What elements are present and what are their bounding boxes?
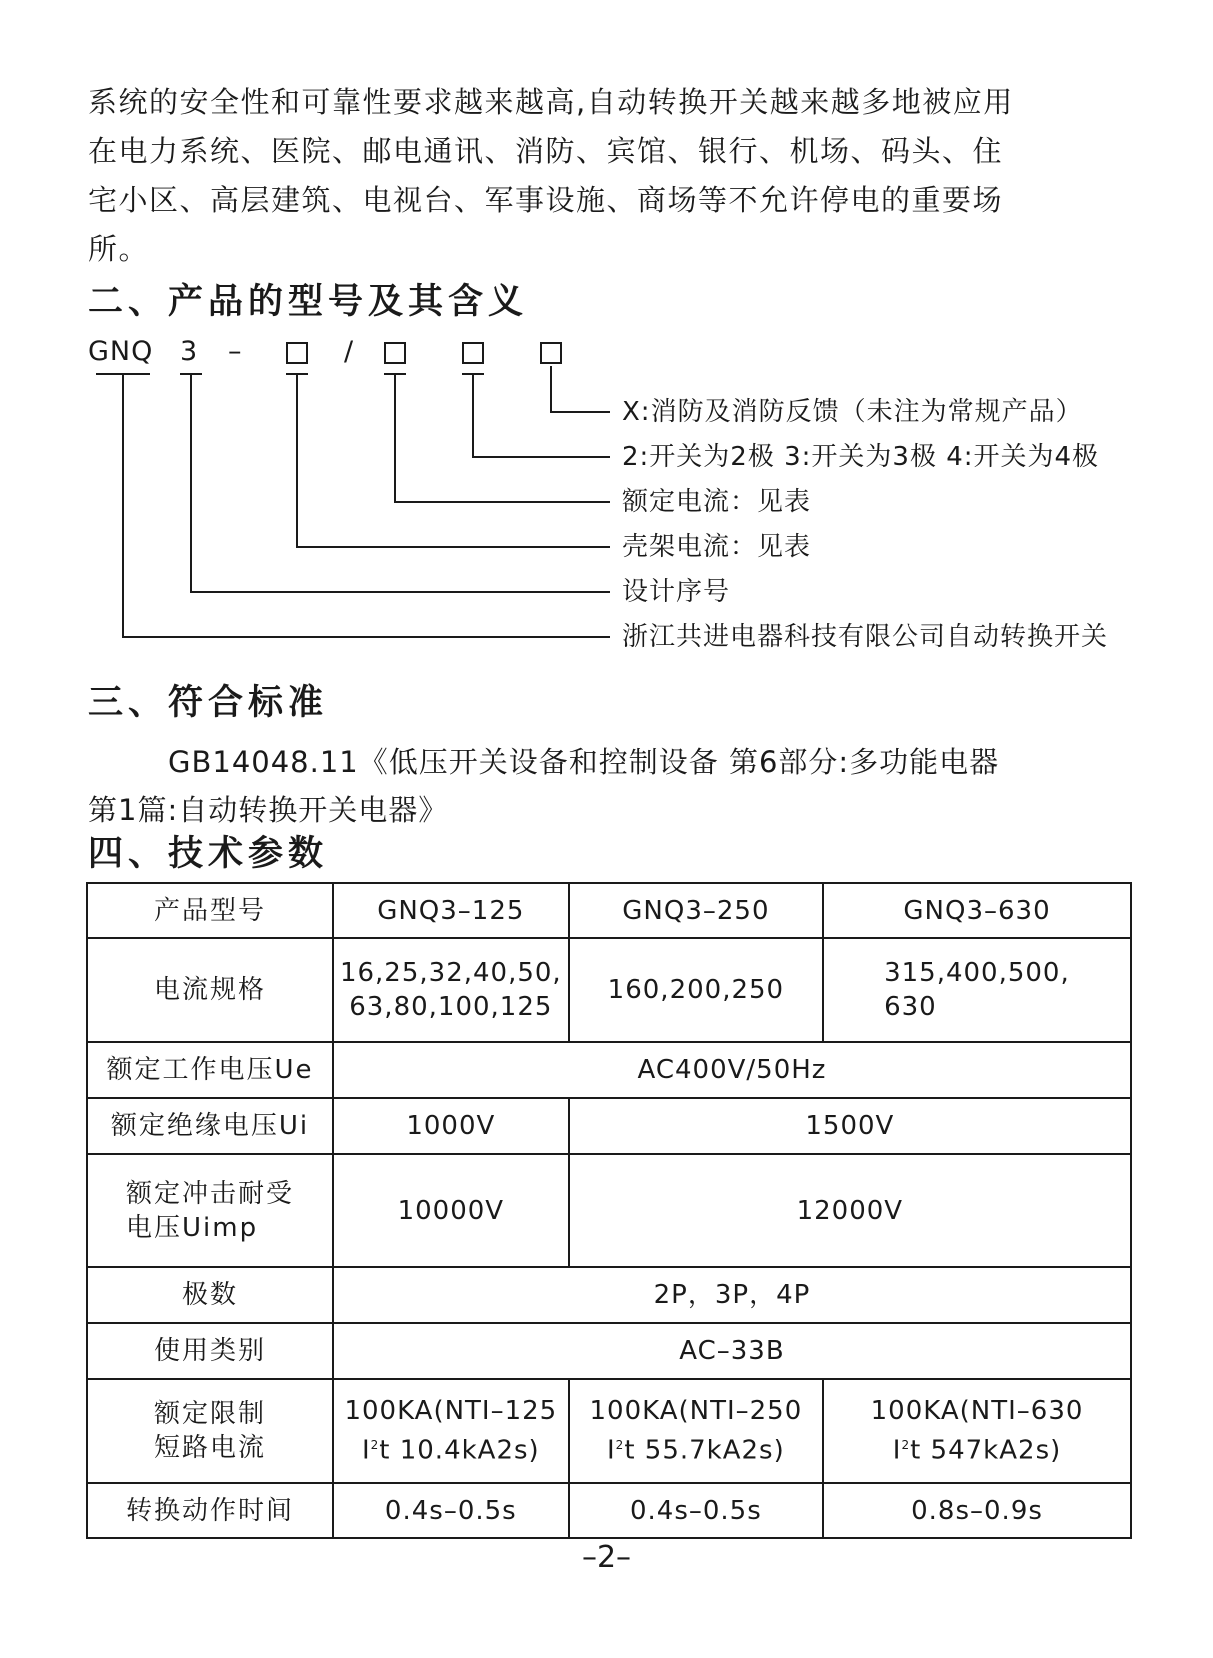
value-cell: 1500V bbox=[569, 1098, 1131, 1154]
table-row bbox=[87, 1379, 1131, 1483]
value-cell: 0.4s–0.5s bbox=[333, 1483, 569, 1538]
spec-table bbox=[86, 882, 1132, 1539]
row-label: 转换动作时间 bbox=[87, 1483, 333, 1538]
desc-frame-current: 壳架电流：见表 bbox=[622, 532, 812, 562]
table-row bbox=[87, 1042, 1131, 1098]
intro-paragraph bbox=[88, 78, 1138, 274]
model-code-leader-lines bbox=[0, 330, 1213, 670]
value-cell bbox=[333, 938, 569, 1042]
section3-heading: 三、符合标准 bbox=[88, 683, 329, 723]
table-row bbox=[87, 938, 1131, 1042]
value-line: 100KA(NTI–630 bbox=[870, 1396, 1084, 1427]
value-cell: AC400V/50Hz bbox=[333, 1042, 1131, 1098]
desc-poles: 2:开关为2极 3:开关为3极 4:开关为4极 bbox=[622, 442, 1100, 472]
row-label bbox=[87, 1154, 333, 1267]
intro-line: 所。 bbox=[88, 232, 150, 266]
code-slash: / bbox=[344, 336, 355, 367]
value-cell: 1000V bbox=[333, 1098, 569, 1154]
value-line: 630 bbox=[884, 992, 937, 1022]
label-line: 额定限制 bbox=[153, 1399, 266, 1429]
desc-fire: X:消防及消防反馈（未注为常规产品） bbox=[622, 397, 1083, 427]
code-prefix: GNQ bbox=[88, 336, 154, 367]
value-cell bbox=[333, 1379, 569, 1483]
desc-rated-current: 额定电流：见表 bbox=[622, 487, 812, 517]
value-line: 315,400,500, bbox=[884, 958, 1070, 988]
value-cell: 12000V bbox=[569, 1154, 1131, 1267]
intro-line: 在电力系统、医院、邮电通讯、消防、宾馆、银行、机场、码头、住 bbox=[88, 134, 1004, 168]
standard-line-2: 第1篇:自动转换开关电器》 bbox=[88, 793, 449, 827]
value-cell: 2P，3P，4P bbox=[333, 1267, 1131, 1323]
table-row bbox=[87, 1323, 1131, 1379]
standard-line-1: GB14048.11《低压开关设备和控制设备 第6部分:多功能电器 bbox=[168, 745, 1000, 779]
value-line: 100KA(NTI–125 bbox=[344, 1396, 558, 1427]
value-line: 100KA(NTI–250 bbox=[589, 1396, 803, 1427]
label-line: 短路电流 bbox=[153, 1433, 266, 1463]
table-row bbox=[87, 1267, 1131, 1323]
model-cell: GNQ3–250 bbox=[569, 883, 823, 938]
model-cell: GNQ3–630 bbox=[823, 883, 1131, 938]
table-row bbox=[87, 883, 1131, 938]
value-line: $I^2t$ 547kA2s) bbox=[892, 1435, 1062, 1466]
row-label: 产品型号 bbox=[87, 883, 333, 938]
label-line: 电压Uimp bbox=[126, 1212, 259, 1243]
section4-heading: 四、技术参数 bbox=[88, 834, 329, 874]
code-design: 3 bbox=[180, 336, 199, 367]
desc-design-number: 设计序号 bbox=[622, 577, 731, 607]
value-cell: 10000V bbox=[333, 1154, 569, 1267]
value-cell: 0.8s–0.9s bbox=[823, 1483, 1131, 1538]
row-label: 额定工作电压Ue bbox=[87, 1042, 333, 1098]
label-line: 额定冲击耐受 bbox=[125, 1178, 294, 1209]
value-cell bbox=[569, 1379, 823, 1483]
page-number: –2– bbox=[581, 1540, 632, 1575]
table-row bbox=[87, 1098, 1131, 1154]
row-label: 额定绝缘电压Ui bbox=[87, 1098, 333, 1154]
table-row bbox=[87, 1483, 1131, 1538]
row-label: 极数 bbox=[87, 1267, 333, 1323]
value-line: $I^2t$ 10.4kA2s) bbox=[361, 1435, 540, 1466]
value-cell: 0.4s–0.5s bbox=[569, 1483, 823, 1538]
standard-text bbox=[88, 738, 1148, 834]
section2-heading: 二、产品的型号及其含义 bbox=[88, 282, 529, 322]
value-line: $I^2t$ 55.7kA2s) bbox=[607, 1435, 785, 1466]
desc-company: 浙江共进电器科技有限公司自动转换开关 bbox=[622, 622, 1109, 652]
table-row bbox=[87, 1154, 1131, 1267]
value-cell: AC–33B bbox=[333, 1323, 1131, 1379]
row-label: 使用类别 bbox=[87, 1323, 333, 1379]
row-label bbox=[87, 1379, 333, 1483]
value-line: 63,80,100,125 bbox=[349, 992, 553, 1022]
intro-line: 宅小区、高层建筑、电视台、军事设施、商场等不允许停电的重要场 bbox=[88, 183, 1004, 217]
value-line: 16,25,32,40,50, bbox=[339, 958, 562, 988]
row-label: 电流规格 bbox=[87, 938, 333, 1042]
code-dash: – bbox=[228, 336, 243, 367]
value-cell bbox=[823, 938, 1131, 1042]
value-cell bbox=[823, 1379, 1131, 1483]
model-cell: GNQ3–125 bbox=[333, 883, 569, 938]
value-cell: 160,200,250 bbox=[569, 938, 823, 1042]
intro-line: 系统的安全性和可靠性要求越来越高,自动转换开关越来越多地被应用 bbox=[88, 85, 1014, 119]
